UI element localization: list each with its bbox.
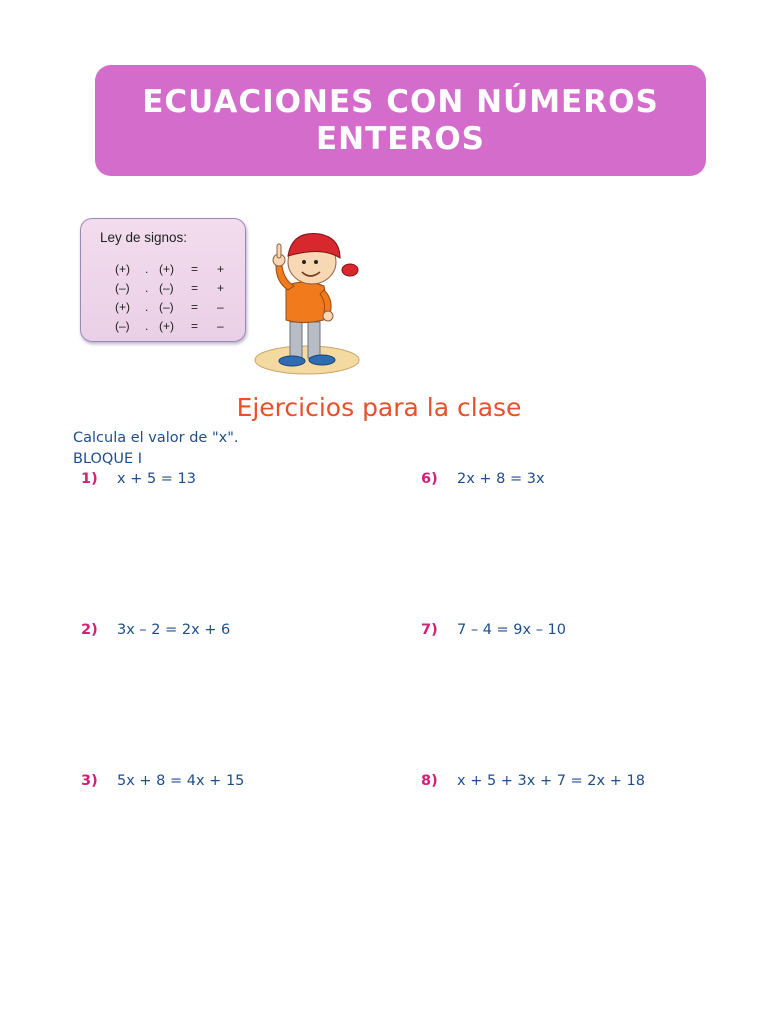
sign-operand: (–) xyxy=(115,281,130,295)
sign-operand: (+) xyxy=(115,262,130,276)
sign-operand: (+) xyxy=(115,300,130,314)
sign-operator: . xyxy=(145,262,149,276)
sign-operand: (+) xyxy=(159,319,174,333)
exercise-number: 1) xyxy=(81,471,98,487)
exercise-equation: 5x + 8 = 4x + 15 xyxy=(117,773,245,789)
sign-result: + xyxy=(217,281,225,295)
sign-operand: (+) xyxy=(159,262,174,276)
sign-result: – xyxy=(217,300,224,314)
sign-rule-row xyxy=(115,281,235,297)
section-title: Ejercicios para la clase xyxy=(236,393,522,422)
title-banner xyxy=(95,65,706,176)
sign-operand: (–) xyxy=(159,281,174,295)
exercise-number: 8) xyxy=(421,773,438,789)
kid-illustration xyxy=(252,226,362,378)
sign-rule-row xyxy=(115,262,235,278)
sign-operand: (–) xyxy=(159,300,174,314)
exercise-number: 2) xyxy=(81,622,98,638)
sign-equals: = xyxy=(191,281,199,295)
sign-operand: (–) xyxy=(115,319,130,333)
exercise-equation: 2x + 8 = 3x xyxy=(457,471,545,487)
page-title: ECUACIONES CON NÚMEROS ENTEROS xyxy=(142,83,659,157)
sign-rule-row xyxy=(115,300,235,316)
sign-operator: . xyxy=(145,300,149,314)
sign-operator: . xyxy=(145,281,149,295)
exercise-equation: 7 – 4 = 9x – 10 xyxy=(457,622,567,638)
sign-result: – xyxy=(217,319,224,333)
block-label: BLOQUE I xyxy=(73,451,142,467)
instruction-text: Calcula el valor de "x". xyxy=(73,430,239,446)
exercise-equation: x + 5 = 13 xyxy=(117,471,196,487)
sign-operator: . xyxy=(145,319,149,333)
sign-equals: = xyxy=(191,262,199,276)
exercise-number: 3) xyxy=(81,773,98,789)
exercise-equation: x + 5 + 3x + 7 = 2x + 18 xyxy=(457,773,645,789)
sign-rules-box xyxy=(80,218,246,342)
sign-equals: = xyxy=(191,300,199,314)
exercise-number: 6) xyxy=(421,471,438,487)
sign-result: + xyxy=(217,262,225,276)
sign-rule-row xyxy=(115,319,235,335)
exercise-number: 7) xyxy=(421,622,438,638)
sign-rules-title: Ley de signos: xyxy=(100,230,188,245)
exercise-equation: 3x – 2 = 2x + 6 xyxy=(117,622,231,638)
sign-equals: = xyxy=(191,319,199,333)
